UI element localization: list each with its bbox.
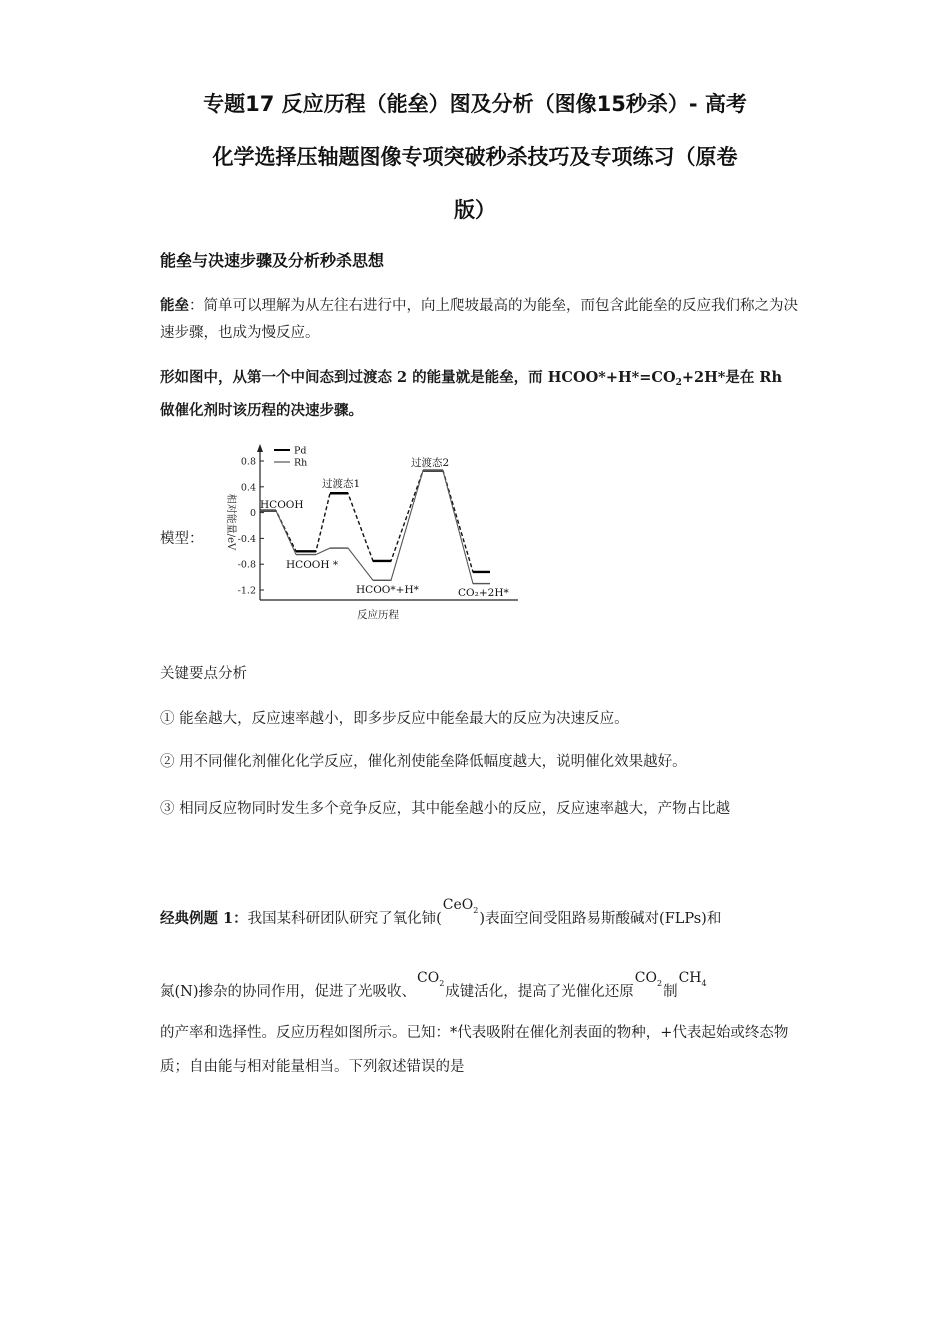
label-transition-state-1: 过渡态1 bbox=[322, 478, 361, 490]
legend-label-pd: Pd bbox=[294, 445, 307, 457]
formula-co2-b-sub: 2 bbox=[657, 978, 663, 988]
example-sub: 2 bbox=[675, 378, 682, 388]
legend-label-rh: Rh bbox=[294, 457, 308, 469]
title-line-2: 化学选择压轴题图像专项突破秒杀技巧及专项练习（原卷 bbox=[212, 145, 738, 169]
y-tick-label: 0.4 bbox=[240, 482, 256, 494]
label-hcooh-adsorbed: HCOOH * bbox=[286, 559, 339, 571]
model-label: 模型： bbox=[160, 531, 204, 547]
section-heading: 能垒与决速步骤及分析秒杀思想 bbox=[160, 251, 385, 270]
formula-ceo2-base: CeO bbox=[442, 897, 474, 913]
y-tick-label: 0.8 bbox=[240, 456, 256, 468]
key-points-heading: 关键要点分析 bbox=[160, 666, 247, 682]
key-point-3: ③ 相同反应物同时发生多个竞争反应，其中能垒越小的反应，反应速率越大，产物占比越 bbox=[160, 801, 731, 817]
formula-co2-a-base: CO bbox=[417, 970, 440, 986]
classic-example-text-4: 成键活化，提高了光催化还原 bbox=[445, 984, 634, 1000]
key-point-1: ① 能垒越大，反应速率越小，即多步反应中能垒最大的反应为决速反应。 bbox=[160, 711, 629, 727]
example-text-2: +2H*是在 Rh 做催化剂时该历程的决速步骤。 bbox=[160, 369, 783, 419]
x-axis-label: 反应历程 bbox=[357, 609, 399, 621]
title-line-3: 版） bbox=[454, 198, 496, 222]
classic-example-text-2: )表面空间受阻路易斯酸碱对(FLPs)和 bbox=[479, 911, 722, 927]
y-tick-label: -0.8 bbox=[237, 559, 256, 571]
formula-ch4 bbox=[679, 965, 707, 997]
classic-example-line-2 bbox=[160, 965, 810, 1006]
classic-example-line-3: 的产率和选择性。反应历程如图所示。已知：*代表吸附在催化剂表面的物种，+代表起始或终态物质；自由能与相对能量相当。下列叙述错误的是 bbox=[160, 1025, 789, 1075]
chart-legend bbox=[274, 446, 307, 469]
example-text-1: 形如图中，从第一个中间态到过渡态 2 的能量就是能垒，而 HCOO*+H*=CO bbox=[160, 369, 676, 386]
chart-ticks bbox=[225, 457, 399, 622]
series-line-pd bbox=[260, 471, 490, 572]
energy-profile-chart bbox=[218, 440, 528, 625]
formula-co2-b bbox=[635, 965, 662, 997]
definition-paragraph bbox=[160, 292, 800, 347]
classic-example-text-3: 氮(N)掺杂的协同作用，促进了光吸收、 bbox=[160, 984, 416, 1000]
label-hcoo-h: HCOO*+H* bbox=[356, 584, 419, 596]
y-tick-label: 0 bbox=[249, 508, 256, 520]
formula-ch4-base: CH bbox=[678, 970, 702, 986]
label-hcooh: HCOOH bbox=[260, 499, 304, 511]
example-paragraph bbox=[160, 364, 800, 424]
document-title bbox=[150, 78, 800, 237]
classic-example-line-1 bbox=[160, 892, 810, 933]
formula-ch4-sub: 4 bbox=[701, 978, 707, 988]
key-point-2: ② 用不同催化剂催化化学反应，催化剂使能垒降低幅度越大，说明催化效果越好。 bbox=[160, 754, 687, 770]
y-axis-arrow bbox=[257, 444, 263, 452]
formula-co2-a-sub: 2 bbox=[439, 978, 445, 988]
formula-ceo2 bbox=[443, 892, 479, 924]
label-transition-state-2: 过渡态2 bbox=[411, 457, 450, 469]
definition-colon: ： bbox=[189, 298, 204, 314]
formula-co2-a bbox=[417, 965, 444, 997]
title-line-1: 专题17 反应历程（能垒）图及分析（图像15秒杀）- 高考 bbox=[203, 92, 747, 116]
definition-term: 能垒 bbox=[160, 297, 189, 314]
y-tick-label: -0.4 bbox=[237, 533, 256, 545]
chart-labels bbox=[260, 456, 509, 599]
classic-example-text-1: 我国某科研团队研究了氧化铈( bbox=[247, 911, 442, 927]
definition-text: 简单可以理解为从左往右进行中，向上爬坡最高的为能垒，而包含此能垒的反应我们称之为决速步骤，也成为慢反应。 bbox=[160, 298, 798, 341]
classic-example-text-5: 制 bbox=[663, 984, 678, 1000]
classic-example-colon: ： bbox=[233, 910, 248, 927]
classic-example-label: 经典例题 1 bbox=[160, 910, 234, 927]
formula-co2-b-base: CO bbox=[634, 970, 657, 986]
y-tick-label: -1.2 bbox=[237, 585, 256, 597]
formula-ceo2-sub: 2 bbox=[473, 905, 479, 915]
label-co2-2h: CO₂+2H* bbox=[458, 587, 509, 599]
y-axis-label: 相对能量/eV bbox=[225, 493, 236, 551]
